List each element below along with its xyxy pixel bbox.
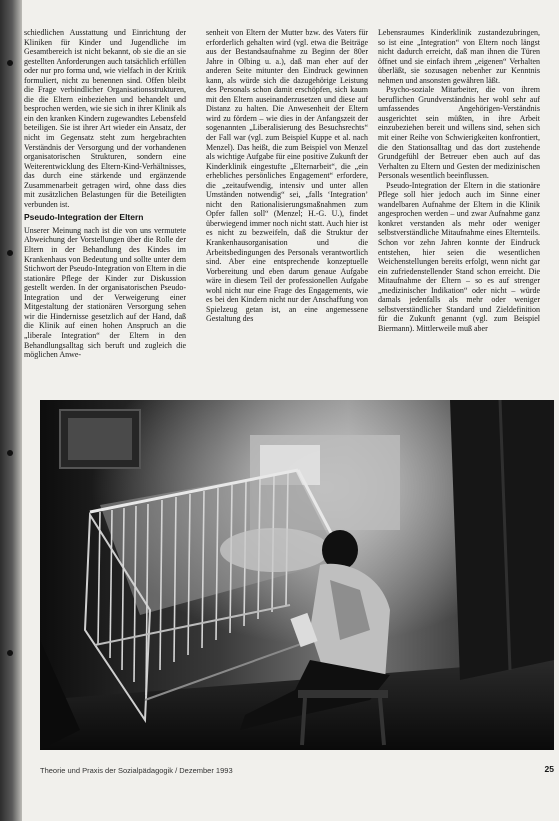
binding-hole [7,650,13,656]
text-column-2 [206,28,368,390]
page-footer [40,764,554,778]
text-column-1 [24,28,186,400]
body-paragraph: Pseudo-Integration der Eltern in die stationäre Pflege soll hier jedoch auch im Sinne einer wandelbaren Aufnahme der Eltern in die Klinik angesprochen werden – und zwar Aufnahme ganz konkret verstanden als mehr oder weniger selbstverständliche Mitaufnahme eines Elternteils. Schon vor zehn Jahren konnte der Eindruck entstehen, hier seien die wesentlichen Weichenstellungen bereits erfolgt, wenn nicht gar ein zufriedenstellender Stand schon erreicht. Die Mitaufnahme der Eltern – so es auf strenger „medizinischer Indikation“ oder nicht – würde damals jedenfalls als mehr oder weniger selbstverständlicher Standard und Zieldefinition für die Zukunft genannt (vgl. zum Beispiel Biermann). Mittlerweile muß aber [378,180,540,333]
photo-parent-at-hospital-crib [40,400,554,750]
binding-hole [7,250,13,256]
binding-hole [7,60,13,66]
magazine-page [22,0,559,821]
binding-hole [7,450,13,456]
body-paragraph: Unserer Meinung nach ist die von uns vermutete Abweichung der Vorstellungen über die Rolle der Eltern in der Behandlung des Kindes im Krankenhaus von Bedeutung und sollte unter dem Stichwort der Pseudo-Integration von Eltern in die stationäre Pflege der Kinder zur Diskussion gestellt werden. In der organisatorischen Pseudo-Integration und der Verweigerung einer Mitgestaltung der stationären Versorgung sehen wir die Hindernisse gesetzlich auf der Hand, daß die Klinik auf einen hohen Anspruch an die „liberale Integration“ der Eltern in den Behandlungsalltag sich beruft und zugleich die möglichen Anwe- [24,225,186,360]
body-paragraph: schiedlichen Ausstattung und Einrichtung der Kliniken für Kinder und Jugendliche im Gesamtbereich ist nicht bekannt, ob sie die an sie gestellten Anforderungen auch tatsächlich erfüllen oder nur pro forma und, wie vielfach in der Kritik formuliert, nicht zu benennen sind. Offen bleibt die Frage verbindlicher Organisationsstrukturen, die die Eltern einbeziehen und behandelt und besprochen werden, wie sie sich in ihrer Klinik als ein den kranken Kindern zugewandtes Lebensfeld beteiligen. Sie ist ihrer Art wieder ein Ansatz, der nicht im Gegensatz steht zum hergebrachten Verständnis der Versorgung und der vorhandenen organisatorischen Strukturen, sondern eine Weiterentwicklung des Eltern-Kind-Verhältnisses, das durch eine stärkende und ergänzende Zusammenarbeit getragen wird, ohne dass dies mit zusätzlichen Belastungen für die Beteiligten verbunden ist. [24,28,186,209]
photo-illustration [40,400,554,750]
body-paragraph: senheit von Eltern der Mutter bzw. des Vaters für erforderlich gehalten wird (vgl. etwa die Beiträge aus der Bestandsaufnahme zu Beginn der 80er Jahre in Olbing u. a.), daß man eher auf der anderen Seite mitunter den Eindruck gewinnen kann, als würde sich die dazugehörige Leistung des Personals schon damit erschöpfen, sich kaum mit den Eltern auseinanderzusetzen und diese auf Distanz zu halten. Die Anwesenheit der Eltern wird zu fördern – wie dies in der Anfangszeit der sogenannten „Liberalisierung des Besuchsrechts“ der Fall war (vgl. zum Beispiel Kuppe et al. nach Menzel). Das heißt, die zum Beispiel von Menzel als wichtige Aufgabe für eine positive Zukunft der Kinderklinik eingestufte „Elternarbeit“, die „ein erhebliches persönliches Engagement“ erfordere, die „zeitaufwendig, intensiv und unter allen Umständen notwendig“ sei, „falls ‘Integration’ nicht den Rationalisierungsmaßnahmen zum Opfer fallen soll“ (Menzel; H.-G. U.), findet überwiegend immer noch nicht statt. Auch hier ist es nicht zu bezweifeln, daß die Struktur der Krankenhausorganisation und die Arbeitsbedingungen des Personals verantwortlich sind. Aber eine entsprechende konzeptuelle Vorbereitung und eben darum genaue Aufgabe wäre in diesem Teil der professionellen Aufgabe wohl nicht nur eine Frage des Engagements, wie es bei den Kindern nicht nur der Anschaffung von Spielzeug getan ist, an eine angemessene Gestaltung des [206,28,368,324]
magazine-binding-edge [0,0,22,821]
body-paragraph: Psycho-soziale Mitarbeiter, die von ihrem beruflichen Grundverständnis her wohl sehr auf umfassendes Angehörigen-Verständnis ausgerichtet sein müßten, in ihre Arbeit einzubeziehen bereit und willens sind, sehen sich mit einer Reihe von Schwierigkeiten konfrontiert, die den Stationsalltag und das dort zustehende Grundgefühl der Betreuer eben auch auf das Verhalten zu Eltern und Gesten der medizinischen Personals wesentlich beeinflussen. [378,85,540,181]
journal-citation: Theorie und Praxis der Sozialpädagogik / Dezember 1993 [40,766,233,775]
page-number: 25 [544,764,554,774]
section-heading: Pseudo-Integration der Eltern [24,212,144,223]
text-column-3 [378,28,540,390]
body-paragraph: Lebensraumes Kinderklinik zustandezubringen, so ist eine „Integration“ von Eltern noch längst nicht dadurch erreicht, daß man ihnen die Türen öffnet und sie einfach ihrem „eigenen“ Verhalten überläßt, sie sozusagen nebenher zur Kenntnis nehmen und ansonsten gewähren läßt. [378,28,540,85]
